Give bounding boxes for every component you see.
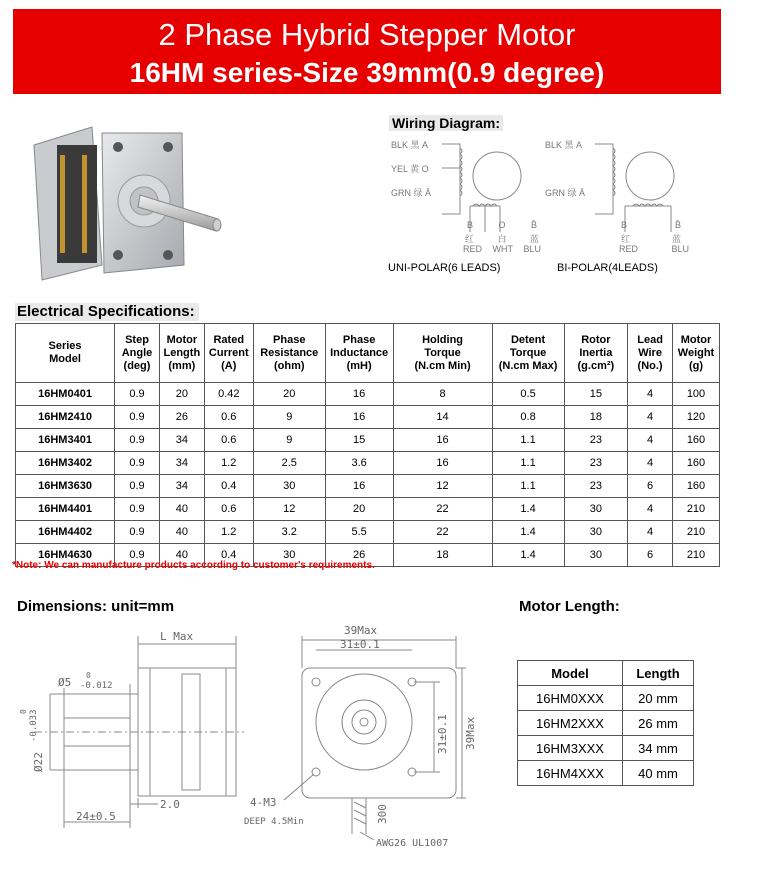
- spec-cell: 34: [159, 475, 204, 498]
- spec-cell: 23: [564, 429, 628, 452]
- uni-cn-1: 红: [465, 234, 475, 244]
- spec-cell: 0.4: [204, 544, 253, 567]
- model-cell: 16HM3630: [16, 475, 115, 498]
- spec-cell: 160: [673, 452, 720, 475]
- model-cell: 16HM4402: [16, 521, 115, 544]
- spec-cell: 34: [159, 429, 204, 452]
- spec-cell: 18: [393, 544, 492, 567]
- spec-cell: 40: [159, 498, 204, 521]
- dim-shaft-tol-top: 0: [86, 671, 91, 680]
- model-cell: 16HM3XXX: [518, 736, 623, 761]
- spec-cell: 30: [253, 544, 325, 567]
- model-cell: 16HM4401: [16, 498, 115, 521]
- dimensions-title: Dimensions: unit=mm: [15, 598, 178, 616]
- model-cell: 16HM0XXX: [518, 686, 623, 711]
- specs-header-line: (N.cm Max): [498, 359, 558, 372]
- specs-header-line: (deg): [123, 359, 151, 372]
- bi-cn-2: 蓝: [671, 234, 681, 244]
- spec-cell: 12: [393, 475, 492, 498]
- motor-length-header-model: Model: [518, 661, 623, 686]
- spec-cell: 210: [673, 498, 720, 521]
- dim-shaft-dia: Ø5: [58, 676, 72, 689]
- motor-length-header-row: [518, 661, 694, 686]
- spec-cell: 22: [393, 521, 492, 544]
- specs-header-line: (g.cm²): [577, 359, 615, 372]
- specs-header-line: Phase: [273, 333, 306, 346]
- spec-cell: 6: [628, 475, 673, 498]
- specs-header-line: Torque: [509, 346, 547, 359]
- bi-lead-2: GRN 绿 Ā: [545, 188, 586, 198]
- length-cell: 20 mm: [623, 686, 694, 711]
- motor-photo: [22, 115, 247, 290]
- note-text: *Note: We can manufacture products according to customer's requirements.: [12, 560, 375, 571]
- model-cell: 16HM4XXX: [518, 761, 623, 786]
- spec-cell: 1.2: [204, 521, 253, 544]
- spec-cell: 0.9: [115, 544, 160, 567]
- specs-header-line: (A): [221, 359, 237, 372]
- specs-header-line: Wire: [638, 346, 662, 359]
- table-row: [16, 475, 720, 498]
- uni-term-o: O: [498, 220, 506, 230]
- spec-cell: 0.6: [204, 406, 253, 429]
- spec-cell: 5.5: [325, 521, 393, 544]
- table-row: [518, 761, 694, 786]
- spec-cell: 4: [628, 406, 673, 429]
- length-cell: 34 mm: [623, 736, 694, 761]
- specs-header-line: Model: [49, 353, 81, 365]
- spec-cell: 18: [564, 406, 628, 429]
- specs-header-line: Holding: [422, 333, 464, 346]
- model-cell: 16HM3402: [16, 452, 115, 475]
- dim-shaft-tol-bottom: -0.012: [80, 681, 113, 691]
- specs-header-line: Rotor: [581, 333, 611, 346]
- bi-lead-1: BLK 黑 A: [545, 140, 583, 150]
- spec-cell: 4: [628, 452, 673, 475]
- table-row: [518, 736, 694, 761]
- dim-boss-tol-top: 0: [19, 709, 28, 714]
- uni-term-b: B: [467, 220, 474, 230]
- spec-cell: 40: [159, 521, 204, 544]
- uni-caption: UNI-POLAR(6 LEADS): [388, 262, 501, 274]
- table-row: [16, 383, 720, 406]
- spec-cell: 0.9: [115, 521, 160, 544]
- spec-cell: 23: [564, 452, 628, 475]
- table-row: [518, 711, 694, 736]
- model-cell: 16HM0401: [16, 383, 115, 406]
- spec-cell: 20: [325, 498, 393, 521]
- spec-cell: 9: [253, 406, 325, 429]
- dim-hole-pitch: 31±0.1: [340, 638, 380, 651]
- uni-lead-2: YEL 黄 O: [391, 164, 429, 174]
- specs-header-cell: [492, 324, 564, 383]
- spec-cell: 16: [325, 475, 393, 498]
- motor-length-table: [517, 660, 694, 786]
- wiring-diagram: [385, 112, 725, 282]
- spec-cell: 3.2: [253, 521, 325, 544]
- spec-cell: 0.9: [115, 452, 160, 475]
- spec-cell: 22: [393, 498, 492, 521]
- specs-header-line: (mH): [346, 359, 372, 372]
- spec-cell: 20: [253, 383, 325, 406]
- specs-header-row: [16, 324, 720, 383]
- spec-cell: 1.1: [492, 452, 564, 475]
- specs-header-line: Motor: [166, 333, 198, 346]
- spec-cell: 0.8: [492, 406, 564, 429]
- specs-header-line: Inductance: [330, 346, 389, 359]
- spec-cell: 16: [325, 383, 393, 406]
- spec-cell: 1.1: [492, 475, 564, 498]
- spec-cell: 1.4: [492, 521, 564, 544]
- page-title: 2 Phase Hybrid Stepper Motor: [158, 17, 576, 52]
- spec-cell: 1.2: [204, 452, 253, 475]
- specs-header-line: Resistance: [260, 346, 319, 359]
- uni-en-3: BLU: [523, 244, 541, 254]
- spec-cell: 30: [253, 475, 325, 498]
- motor-length-header-length: Length: [623, 661, 694, 686]
- spec-cell: 210: [673, 521, 720, 544]
- model-cell: 16HM4630: [16, 544, 115, 567]
- specs-title: Electrical Specifications:: [15, 303, 199, 321]
- dim-size-max-v: 39Max: [464, 716, 477, 750]
- uni-term-bbar: B̄: [530, 220, 537, 230]
- specs-header-line: (N.cm Min): [414, 359, 471, 372]
- spec-cell: 2.5: [253, 452, 325, 475]
- spec-cell: 4: [628, 498, 673, 521]
- spec-cell: 0.5: [492, 383, 564, 406]
- specs-header-line: Current: [208, 346, 249, 359]
- spec-cell: 120: [673, 406, 720, 429]
- uni-cn-3: 蓝: [529, 234, 539, 244]
- spec-cell: 16: [393, 452, 492, 475]
- spec-cell: 0.9: [115, 429, 160, 452]
- dim-shaft-len: 24±0.5: [76, 810, 116, 823]
- dim-boss-tol-bottom: -0.033: [29, 709, 39, 742]
- specs-header-line: Weight: [677, 346, 715, 359]
- dim-hole-pitch-v: 31±0.1: [436, 714, 449, 754]
- table-row: [16, 406, 720, 429]
- table-row: [518, 686, 694, 711]
- spec-cell: 210: [673, 544, 720, 567]
- dim-depth: DEEP 4.5Min: [244, 817, 304, 827]
- spec-cell: 14: [393, 406, 492, 429]
- spec-cell: 8: [393, 383, 492, 406]
- spec-cell: 0.6: [204, 429, 253, 452]
- specs-header-cell: [16, 324, 115, 383]
- uni-lead-3: GRN 绿 Ā: [391, 188, 432, 198]
- dim-flange: 2.0: [160, 798, 180, 811]
- specs-header-line: Length: [163, 346, 201, 359]
- spec-cell: 26: [325, 544, 393, 567]
- specs-header-cell: [673, 324, 720, 383]
- wiring-title: Wiring Diagram:: [389, 115, 503, 131]
- spec-cell: 1.4: [492, 498, 564, 521]
- table-row: [16, 429, 720, 452]
- spec-cell: 20: [159, 383, 204, 406]
- length-cell: 26 mm: [623, 711, 694, 736]
- specs-header-line: (mm): [168, 359, 196, 372]
- specs-header-line: Lead: [637, 333, 663, 346]
- dim-boss-dia: Ø22: [32, 752, 45, 772]
- dim-size-max: 39Max: [344, 624, 378, 637]
- spec-cell: 15: [325, 429, 393, 452]
- spec-cell: 6: [628, 544, 673, 567]
- spec-cell: 15: [564, 383, 628, 406]
- specs-header-line: Motor: [680, 333, 712, 346]
- spec-cell: 34: [159, 452, 204, 475]
- dim-l-max: L Max: [160, 630, 194, 643]
- spec-cell: 16: [325, 406, 393, 429]
- bi-caption: BI-POLAR(4LEADS): [557, 262, 658, 274]
- dimension-drawing: [14, 622, 484, 858]
- table-row: [16, 452, 720, 475]
- spec-cell: 23: [564, 475, 628, 498]
- specs-header-cell: [393, 324, 492, 383]
- specs-header-line: Phase: [342, 333, 376, 346]
- specs-header-line: (No.): [637, 359, 663, 372]
- spec-cell: 9: [253, 429, 325, 452]
- uni-lead-1: BLK 黑 A: [391, 140, 429, 150]
- spec-cell: 30: [564, 498, 628, 521]
- specs-header-cell: [159, 324, 204, 383]
- bi-term-bbar: B̄: [674, 220, 681, 230]
- spec-cell: 160: [673, 429, 720, 452]
- model-cell: 16HM3401: [16, 429, 115, 452]
- title-banner: [13, 9, 721, 94]
- specs-header-cell: [204, 324, 253, 383]
- spec-cell: 30: [564, 544, 628, 567]
- spec-cell: 0.9: [115, 475, 160, 498]
- specs-header-cell: [253, 324, 325, 383]
- specs-header-line: Detent: [510, 333, 546, 346]
- bi-en-2: BLU: [671, 244, 689, 254]
- specs-header-line: Series: [48, 340, 82, 352]
- spec-cell: 16: [393, 429, 492, 452]
- specs-table: [15, 323, 720, 567]
- model-cell: 16HM2410: [16, 406, 115, 429]
- spec-cell: 0.9: [115, 406, 160, 429]
- dim-lead-len: 300: [376, 804, 389, 824]
- specs-header-line: Inertia: [579, 346, 613, 359]
- spec-cell: 0.42: [204, 383, 253, 406]
- bi-en-1: RED: [619, 244, 639, 254]
- table-row: [16, 521, 720, 544]
- specs-header-line: Torque: [424, 346, 461, 359]
- length-cell: 40 mm: [623, 761, 694, 786]
- specs-header-cell: [115, 324, 160, 383]
- uni-en-1: RED: [463, 244, 483, 254]
- spec-cell: 0.4: [204, 475, 253, 498]
- spec-cell: 1.4: [492, 544, 564, 567]
- bi-term-b: B: [621, 220, 628, 230]
- spec-cell: 0.6: [204, 498, 253, 521]
- spec-cell: 4: [628, 521, 673, 544]
- specs-header-line: Rated: [213, 333, 245, 346]
- specs-header-cell: [564, 324, 628, 383]
- uni-cn-2: 白: [497, 234, 507, 244]
- spec-cell: 4: [628, 429, 673, 452]
- specs-header-line: (g): [688, 359, 704, 372]
- bi-cn-1: 红: [621, 234, 631, 244]
- spec-cell: 1.1: [492, 429, 564, 452]
- specs-header-cell: [628, 324, 673, 383]
- dim-wire: AWG26 UL1007: [376, 838, 449, 849]
- spec-cell: 26: [159, 406, 204, 429]
- specs-header-cell: [325, 324, 393, 383]
- specs-header-line: Step: [125, 333, 149, 346]
- motor-length-title: Motor Length:: [517, 598, 624, 616]
- spec-cell: 40: [159, 544, 204, 567]
- specs-header-line: (ohm): [273, 359, 305, 372]
- spec-cell: 12: [253, 498, 325, 521]
- model-cell: 16HM2XXX: [518, 711, 623, 736]
- specs-header-line: Angle: [121, 346, 153, 359]
- spec-cell: 30: [564, 521, 628, 544]
- table-row: [16, 498, 720, 521]
- spec-cell: 0.9: [115, 498, 160, 521]
- page-subtitle: 16HM series-Size 39mm(0.9 degree): [129, 57, 605, 88]
- spec-cell: 4: [628, 383, 673, 406]
- spec-cell: 3.6: [325, 452, 393, 475]
- spec-cell: 100: [673, 383, 720, 406]
- uni-en-2: WHT: [492, 244, 513, 254]
- dim-holes: 4-M3: [250, 796, 277, 809]
- spec-cell: 160: [673, 475, 720, 498]
- spec-cell: 0.9: [115, 383, 160, 406]
